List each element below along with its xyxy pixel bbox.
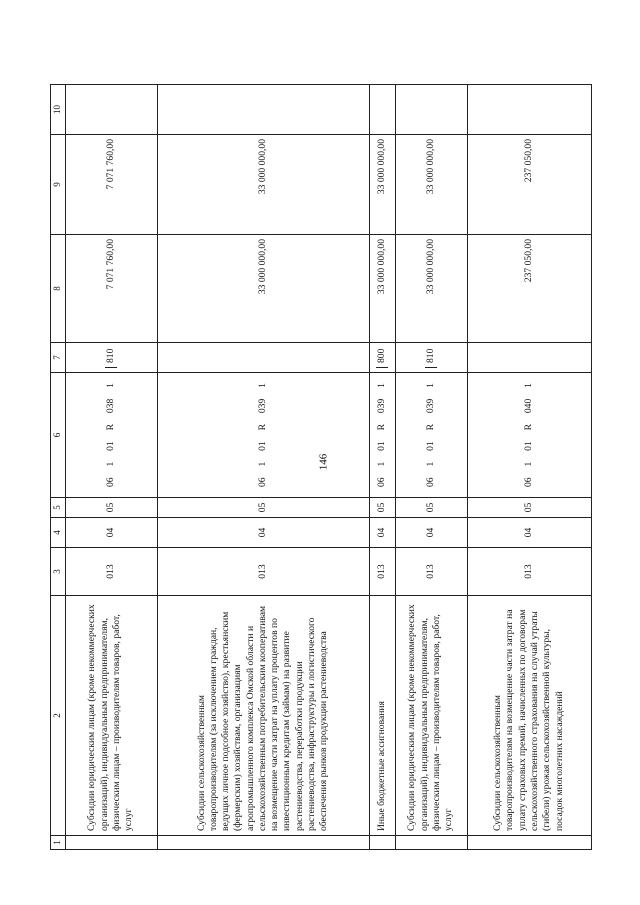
expense-type-code: 800: [369, 343, 395, 373]
column-number-row: [51, 85, 66, 850]
row-description: Субсидии сельскохозяйственным товаропроизводителям на возмещение части затрат на уплату страховых премий, начисленных по договорам сельскохозяйственного страхования на случай утраты (гибели) урожая сельскохозяйственной культуры, посадок многолетних насаждений: [467, 596, 591, 836]
amount-federal: 33 000 000,00: [369, 135, 395, 235]
amount-extra: [467, 85, 591, 135]
row-index: [369, 836, 395, 850]
target-article-code: 06 1 01 R 039 1: [369, 373, 395, 498]
expense-type-code: 810: [395, 343, 467, 373]
row-index: [65, 836, 157, 850]
page-number: 146: [317, 453, 329, 471]
expense-type-code: [467, 343, 591, 373]
section-code: 04: [157, 518, 369, 548]
col-header-3: 3: [51, 548, 66, 596]
row-description: Субсидии сельскохозяйственным товаропроизводителям (за исключением граждан, ведущих личное подсобное хозяйство), крестьянским (фермерским) хозяйствам, организациям агропромышленного комплекса Омской области и сельскохозяйственным потребительским кооперативам на возмещение части затрат на уплату процентов по инвестиционным кредитам (займам) на развитие растениеводства, переработки продукции растениеводства, инфраструктуры и логистического обеспечения рынков продукции растениеводства: [157, 596, 369, 836]
amount-federal: 33 000 000,00: [395, 135, 467, 235]
col-header-1: 1: [51, 836, 66, 850]
col-header-4: 4: [51, 518, 66, 548]
section-code: 04: [369, 518, 395, 548]
col-header-7: 7: [51, 343, 66, 373]
row-index: [157, 836, 369, 850]
target-article-code: 06 1 01 R 038 1: [65, 373, 157, 498]
row-index: [395, 836, 467, 850]
table-row: [395, 85, 467, 850]
amount-federal: 237 050,00: [467, 135, 591, 235]
row-description: Субсидии юридическим лицам (кроме некоммерческих организаций), индивидуальным предпринимателям, физическим лицам – производителям товаров, работ, услуг: [395, 596, 467, 836]
target-article-code: 06 1 01 R 039 1: [157, 373, 369, 498]
col-header-6: 6: [51, 373, 66, 498]
col-header-5: 5: [51, 498, 66, 518]
section-code: 04: [467, 518, 591, 548]
admin-code: 013: [467, 548, 591, 596]
amount-total: 237 050,00: [467, 235, 591, 343]
subsection-code: 05: [157, 498, 369, 518]
subsection-code: 05: [467, 498, 591, 518]
subsection-code: 05: [369, 498, 395, 518]
expense-type-code: 810: [65, 343, 157, 373]
subsection-code: 05: [395, 498, 467, 518]
table-row: [65, 85, 157, 850]
amount-federal: 7 071 760,00: [65, 135, 157, 235]
amount-extra: [157, 85, 369, 135]
admin-code: 013: [157, 548, 369, 596]
amount-total: 33 000 000,00: [395, 235, 467, 343]
subsection-code: 05: [65, 498, 157, 518]
table-row: [369, 85, 395, 850]
row-description: Субсидии юридическим лицам (кроме некоммерческих организаций), индивидуальным предпринимателям, физическим лицам – производителям товаров, работ, услуг: [65, 596, 157, 836]
rotated-table-container: [50, 85, 590, 850]
amount-total: 33 000 000,00: [157, 235, 369, 343]
amount-total: 33 000 000,00: [369, 235, 395, 343]
section-code: 04: [65, 518, 157, 548]
row-index: [467, 836, 591, 850]
section-code: 04: [395, 518, 467, 548]
table-row: [157, 85, 369, 850]
col-header-10: 10: [51, 85, 66, 135]
amount-federal: 33 000 000,00: [157, 135, 369, 235]
col-header-9: 9: [51, 135, 66, 235]
admin-code: 013: [395, 548, 467, 596]
col-header-2: 2: [51, 596, 66, 836]
admin-code: 013: [369, 548, 395, 596]
amount-extra: [369, 85, 395, 135]
amount-total: 7 071 760,00: [65, 235, 157, 343]
amount-extra: [395, 85, 467, 135]
target-article-code: 06 1 01 R 040 1: [467, 373, 591, 498]
amount-extra: [65, 85, 157, 135]
admin-code: 013: [65, 548, 157, 596]
table-row: [467, 85, 591, 850]
col-header-8: 8: [51, 235, 66, 343]
budget-table: [50, 84, 592, 850]
row-description: Иные бюджетные ассигнования: [369, 596, 395, 836]
target-article-code: 06 1 01 R 039 1: [395, 373, 467, 498]
expense-type-code: [157, 343, 369, 373]
